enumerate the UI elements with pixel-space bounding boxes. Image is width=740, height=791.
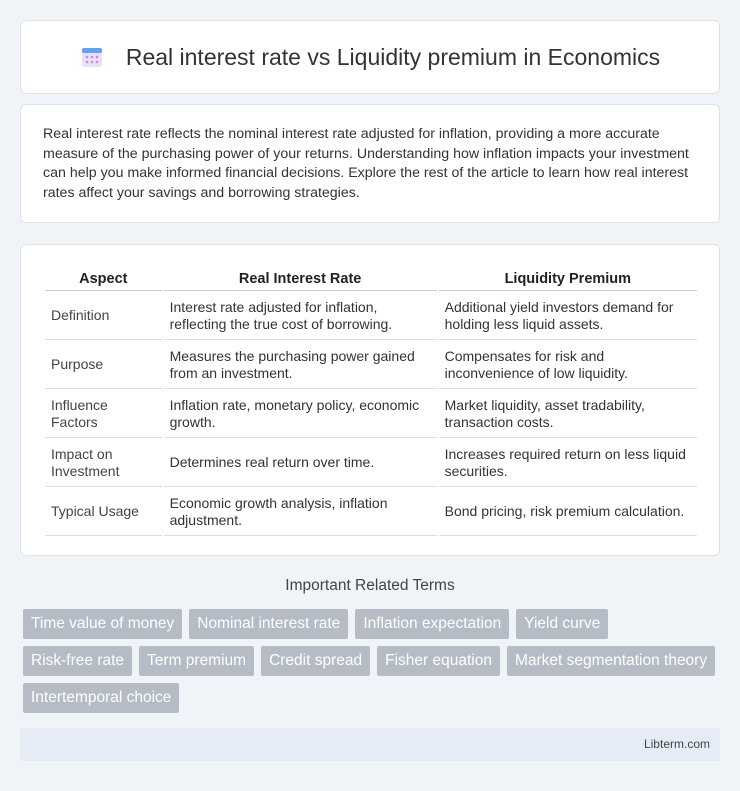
related-term-tag[interactable]: Risk-free rate (23, 646, 132, 676)
table-header-row (45, 267, 697, 291)
table-row (45, 342, 697, 389)
related-term-tag[interactable]: Yield curve (516, 609, 608, 639)
intro-card (20, 104, 720, 223)
aspect-cell: Impact on Investment (45, 440, 162, 487)
real-rate-cell: Inflation rate, monetary policy, economic growth. (164, 391, 437, 438)
related-terms-title: Important Related Terms (285, 577, 455, 594)
related-term-tag[interactable]: Time value of money (23, 609, 182, 639)
related-term-tag[interactable]: Term premium (139, 646, 254, 676)
footer-site-link[interactable]: Libterm.com (643, 737, 710, 751)
intro-text: Real interest rate reflects the nominal interest rate adjusted for inflation, providing a more accurate measure of the purchasing power of your returns. Understanding how inflation impacts your investment can help you make informed financial decisions. Explore the rest of the article to learn how real interest rates affect your savings and borrowing strategies. (43, 126, 689, 201)
column-header: Liquidity Premium (439, 267, 697, 291)
liquidity-premium-cell: Compensates for risk and inconvenience of low liquidity. (439, 342, 697, 389)
comparison-table (43, 265, 699, 538)
related-term-tag[interactable]: Intertemporal choice (23, 683, 179, 713)
aspect-cell: Influence Factors (45, 391, 162, 438)
page-title: Real interest rate vs Liquidity premium in Economics (125, 43, 661, 70)
liquidity-premium-cell: Additional yield investors demand for holding less liquid assets. (439, 293, 697, 340)
calendar-grid-icon (80, 45, 104, 69)
liquidity-premium-cell: Market liquidity, asset tradability, transaction costs. (439, 391, 697, 438)
related-term-tag[interactable]: Inflation expectation (355, 609, 509, 639)
real-rate-cell: Economic growth analysis, inflation adjustment. (164, 489, 437, 536)
footer (20, 728, 720, 761)
table-row (45, 440, 697, 487)
comparison-table-card (20, 244, 720, 556)
liquidity-premium-cell: Bond pricing, risk premium calculation. (439, 489, 697, 536)
table-row (45, 293, 697, 340)
liquidity-premium-cell: Increases required return on less liquid securities. (439, 440, 697, 487)
real-rate-cell: Interest rate adjusted for inflation, reflecting the true cost of borrowing. (164, 293, 437, 340)
real-rate-cell: Measures the purchasing power gained from an investment. (164, 342, 437, 389)
related-terms-list (23, 609, 723, 713)
column-header: Real Interest Rate (164, 267, 437, 291)
related-term-tag[interactable]: Market segmentation theory (507, 646, 715, 676)
related-term-tag[interactable]: Credit spread (261, 646, 370, 676)
table-row (45, 391, 697, 438)
real-rate-cell: Determines real return over time. (164, 440, 437, 487)
aspect-cell: Definition (45, 293, 162, 340)
aspect-cell: Typical Usage (45, 489, 162, 536)
related-term-tag[interactable]: Fisher equation (377, 646, 500, 676)
table-row (45, 489, 697, 536)
related-term-tag[interactable]: Nominal interest rate (189, 609, 348, 639)
aspect-cell: Purpose (45, 342, 162, 389)
column-header: Aspect (45, 267, 162, 291)
header-card (20, 20, 720, 94)
